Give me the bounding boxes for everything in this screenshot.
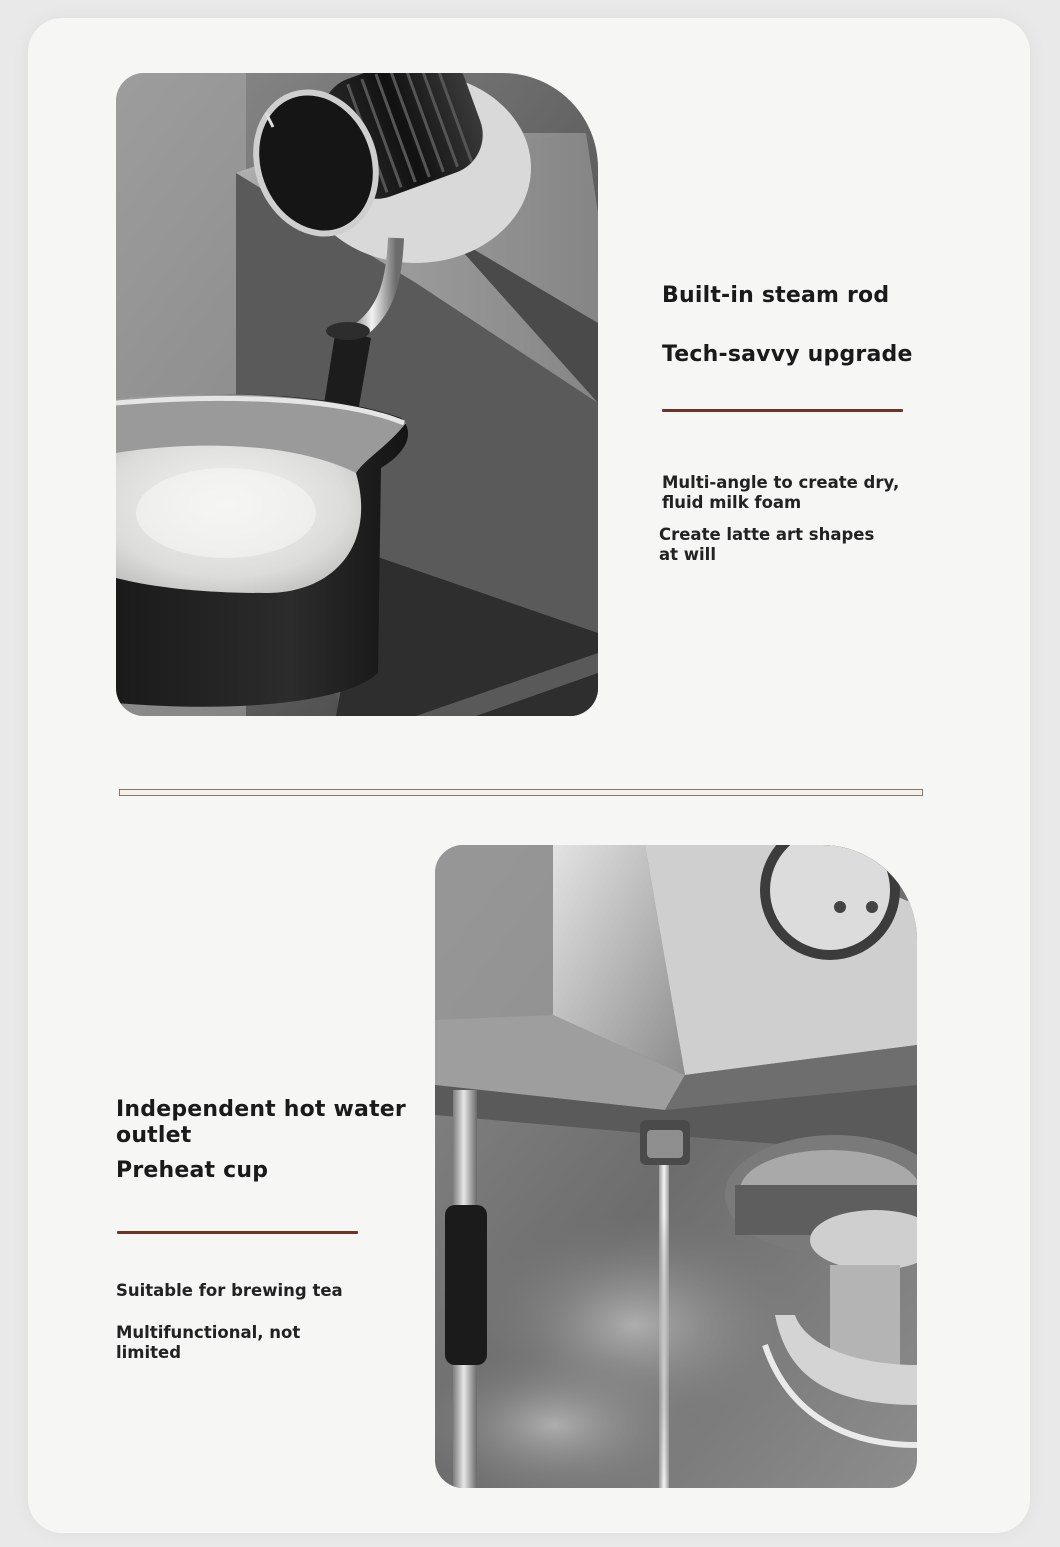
hot-water-title-line2: outlet [116,1123,192,1148]
multifunctional-text-line1: Multifunctional, not [116,1323,301,1342]
latte-art-text-line1: Create latte art shapes [659,525,875,544]
hot-water-subtitle: Preheat cup [116,1158,269,1183]
latte-art-text-line2: at will [659,545,716,564]
multifunctional-text-line2: limited [116,1343,182,1362]
hot-water-title-line1: Independent hot water [116,1097,406,1122]
steam-wand-photo [116,73,598,716]
section-divider [119,789,923,796]
foam-text-line2: fluid milk foam [662,493,802,512]
steam-rod-title: Built-in steam rod [662,283,890,308]
foam-text-line1: Multi-angle to create dry, [662,473,900,492]
accent-rule [662,409,903,412]
hot-water-outlet-photo [435,845,917,1488]
steam-rod-subtitle: Tech-savvy upgrade [662,342,913,367]
tea-text: Suitable for brewing tea [116,1281,343,1300]
accent-rule [117,1231,358,1234]
